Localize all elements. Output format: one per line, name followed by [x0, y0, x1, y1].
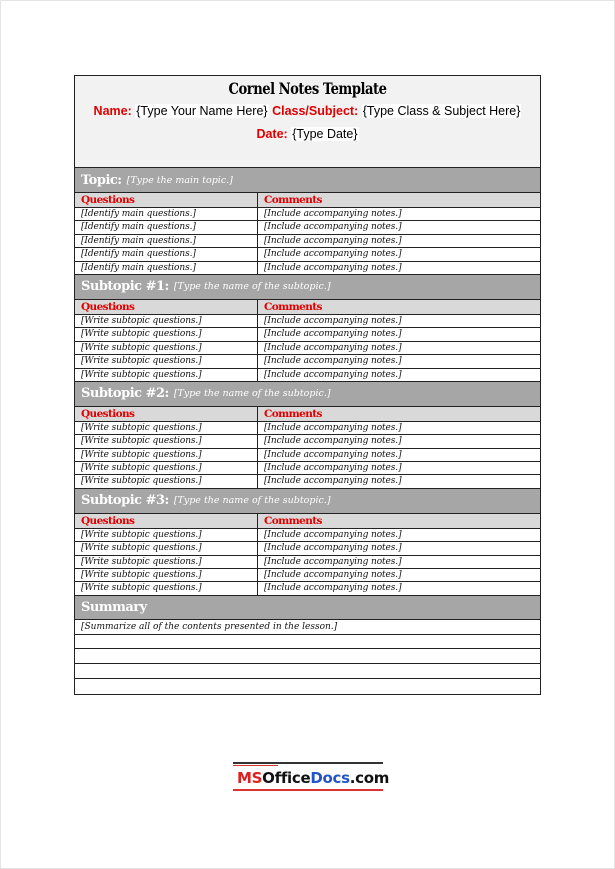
section-label: Topic: [81, 172, 122, 188]
class-label: Class/Subject: [272, 104, 359, 118]
comments-header: Comments [264, 514, 322, 527]
table-row [75, 569, 540, 582]
question-cell[interactable]: [Write subtopic questions.] [75, 355, 258, 367]
question-cell[interactable]: [Write subtopic questions.] [75, 556, 258, 568]
comment-cell[interactable]: [Include accompanying notes.] [264, 342, 402, 353]
comment-cell[interactable]: [Include accompanying notes.] [264, 422, 402, 433]
section-hint-field[interactable]: [Type the name of the subtopic.] [173, 281, 331, 293]
comment-cell[interactable]: [Include accompanying notes.] [264, 209, 402, 219]
comment-cell[interactable]: [Include accompanying notes.] [264, 222, 402, 233]
question-cell[interactable]: [Write subtopic questions.] [75, 529, 258, 541]
question-cell[interactable]: [Identify main questions.] [75, 262, 258, 274]
section-label: Subtopic #3: [81, 493, 169, 509]
table-row [75, 262, 540, 275]
question-cell[interactable]: [Write subtopic questions.] [75, 542, 258, 554]
question-cell[interactable]: [Write subtopic questions.] [75, 328, 258, 340]
comment-cell[interactable]: [Include accompanying notes.] [264, 543, 402, 554]
logo-ms: MS [237, 769, 263, 787]
cornell-notes-sheet [74, 75, 541, 695]
summary-row[interactable] [75, 664, 540, 679]
comment-cell[interactable]: [Include accompanying notes.] [264, 570, 402, 581]
section-bar [75, 489, 540, 514]
table-row [75, 462, 540, 475]
questions-header: Questions [75, 300, 258, 314]
section-label: Subtopic #2: [81, 386, 169, 402]
summary-row[interactable] [75, 635, 540, 650]
table-row [75, 342, 540, 355]
name-class-line [75, 104, 540, 118]
question-cell[interactable]: [Write subtopic questions.] [75, 342, 258, 354]
question-cell[interactable]: [Identify main questions.] [75, 248, 258, 260]
date-label: Date: [256, 127, 288, 141]
table-row [75, 475, 540, 488]
summary-row[interactable] [75, 679, 540, 694]
comments-header: Comments [264, 194, 322, 206]
comment-cell[interactable]: [Include accompanying notes.] [264, 249, 402, 260]
questions-header: Questions [75, 514, 258, 528]
questions-header: Questions [75, 407, 258, 421]
msofficedocs-logo [233, 762, 390, 792]
section-bar [75, 275, 540, 300]
section-bar [75, 382, 540, 407]
column-header-row [75, 193, 540, 208]
comments-header: Comments [264, 407, 322, 420]
summary-row[interactable] [75, 649, 540, 664]
date-field[interactable]: {Type Date} [292, 127, 358, 141]
comment-cell[interactable]: [Include accompanying notes.] [264, 369, 402, 380]
comment-cell[interactable]: [Include accompanying notes.] [264, 315, 402, 326]
table-row [75, 556, 540, 569]
table-row [75, 248, 540, 261]
question-cell[interactable]: [Write subtopic questions.] [75, 315, 258, 327]
logo-com: .com [349, 769, 390, 787]
table-row [75, 328, 540, 341]
summary-bar [75, 596, 540, 620]
column-header-row [75, 407, 540, 422]
name-label: Name: [93, 104, 132, 118]
sections [75, 168, 540, 596]
section-hint-field[interactable]: [Type the name of the subtopic.] [173, 495, 331, 507]
comment-cell[interactable]: [Include accompanying notes.] [264, 463, 402, 474]
comment-cell[interactable]: [Include accompanying notes.] [264, 262, 402, 273]
logo-text [237, 769, 389, 787]
table-row [75, 369, 540, 382]
column-header-row [75, 300, 540, 315]
logo-office: Office [262, 769, 311, 787]
table-row [75, 355, 540, 368]
logo-top-red-rule [233, 765, 278, 766]
column-header-row [75, 514, 540, 529]
table-row [75, 542, 540, 555]
comments-header: Comments [264, 300, 322, 313]
question-cell[interactable]: [Identify main questions.] [75, 221, 258, 233]
table-row [75, 315, 540, 328]
question-cell[interactable]: [Write subtopic questions.] [75, 569, 258, 581]
question-cell[interactable]: [Write subtopic questions.] [75, 475, 258, 487]
section-hint-field[interactable]: [Type the name of the subtopic.] [173, 388, 331, 400]
logo-docs: Docs [310, 769, 350, 787]
question-cell[interactable]: [Identify main questions.] [75, 208, 258, 220]
comment-cell[interactable]: [Include accompanying notes.] [264, 356, 402, 367]
questions-header: Questions [75, 193, 258, 207]
name-field[interactable]: {Type Your Name Here} [136, 104, 268, 118]
table-row [75, 221, 540, 234]
section-hint-field[interactable]: [Type the main topic.] [126, 174, 233, 186]
comment-cell[interactable]: [Include accompanying notes.] [264, 436, 402, 447]
date-line [75, 127, 540, 141]
table-row [75, 235, 540, 248]
table-row [75, 208, 540, 221]
class-field[interactable]: {Type Class & Subject Here} [362, 104, 521, 118]
comment-cell[interactable]: [Include accompanying notes.] [264, 476, 402, 487]
document-title: Cornel Notes Template [228, 79, 387, 98]
comment-cell[interactable]: [Include accompanying notes.] [264, 529, 402, 540]
section-bar [75, 168, 540, 193]
question-cell[interactable]: [Write subtopic questions.] [75, 449, 258, 461]
question-cell[interactable]: [Identify main questions.] [75, 235, 258, 247]
summary-label: Summary [81, 599, 147, 615]
comment-cell[interactable]: [Include accompanying notes.] [264, 449, 402, 460]
question-cell[interactable]: [Write subtopic questions.] [75, 462, 258, 474]
table-row [75, 529, 540, 542]
comment-cell[interactable]: [Include accompanying notes.] [264, 235, 402, 246]
question-cell[interactable]: [Write subtopic questions.] [75, 369, 258, 381]
table-row [75, 582, 540, 595]
question-cell[interactable]: [Write subtopic questions.] [75, 422, 258, 434]
logo-bottom-rule [233, 789, 383, 791]
comment-cell[interactable]: [Include accompanying notes.] [264, 329, 402, 340]
table-row [75, 435, 540, 448]
table-row [75, 422, 540, 435]
table-row [75, 449, 540, 462]
header-block [75, 76, 540, 168]
summary-row[interactable]: [Summarize all of the contents presented in the lesson.] [75, 620, 540, 635]
section-label: Subtopic #1: [81, 279, 169, 295]
summary-rows [75, 620, 540, 694]
logo-top-rule [233, 762, 383, 764]
question-cell[interactable]: [Write subtopic questions.] [75, 582, 258, 594]
question-cell[interactable]: [Write subtopic questions.] [75, 435, 258, 447]
comment-cell[interactable]: [Include accompanying notes.] [264, 583, 402, 594]
comment-cell[interactable]: [Include accompanying notes.] [264, 556, 402, 567]
